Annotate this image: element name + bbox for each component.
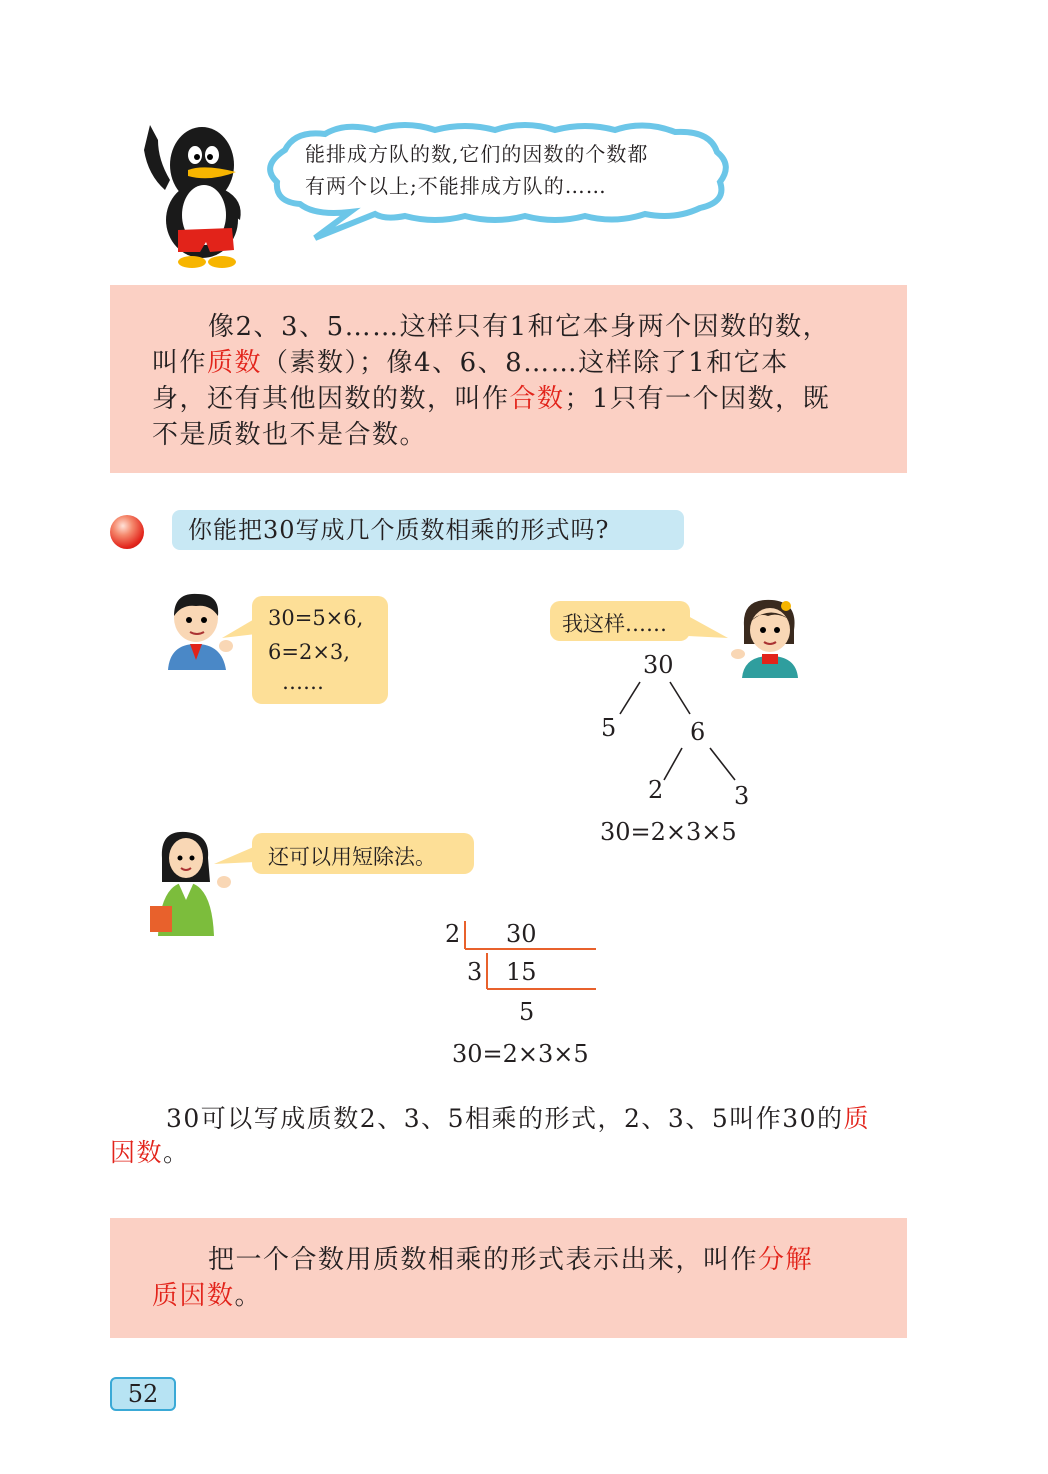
teacher-bubble-tail bbox=[214, 844, 256, 868]
boy-bubble-line-3: …… bbox=[282, 670, 324, 694]
teacher-speech-bubble bbox=[252, 833, 474, 874]
tree-right-1: 6 bbox=[690, 718, 706, 746]
girl-bubble-text: 我这样…… bbox=[562, 612, 667, 636]
definition2-line-2: 质因数。 bbox=[152, 1281, 263, 1311]
girl-bubble-tail bbox=[688, 612, 728, 642]
boy-bubble-line-2: 6=2×3, bbox=[268, 640, 350, 664]
term-factorize-part: 分解 bbox=[758, 1245, 814, 1275]
definition-line-2: 叫作质数（素数）；像4、6、8……这样除了1和它本 bbox=[152, 348, 789, 378]
term-composite: 合数 bbox=[509, 384, 565, 414]
term-prime-factor-rest: 因数 bbox=[110, 1138, 164, 1167]
definition-box-factorization bbox=[110, 1218, 907, 1338]
term-factorize-rest: 质因数 bbox=[152, 1281, 235, 1311]
girl-speech-bubble bbox=[550, 601, 690, 641]
red-bullet-icon bbox=[110, 515, 144, 549]
division-dividend-1: 30 bbox=[506, 920, 537, 948]
tree-left-1: 5 bbox=[601, 714, 617, 742]
term-prime-factor-part: 质 bbox=[843, 1104, 871, 1133]
boy-bubble-line-1: 30=5×6, bbox=[268, 606, 364, 630]
division-divisor-1: 2 bbox=[445, 920, 461, 948]
division-equation: 30=2×3×5 bbox=[452, 1040, 589, 1068]
division-divisor-2: 3 bbox=[467, 958, 483, 986]
page-number: 52 bbox=[110, 1377, 176, 1411]
statement-line-1: 30可以写成质数2、3、5相乘的形式，2、3、5叫作30的质 bbox=[166, 1104, 871, 1133]
definition-line-4: 不是质数也不是合数。 bbox=[152, 420, 428, 450]
definition-line-1: 像2、3、5……这样只有1和它本身两个因数的数， bbox=[208, 312, 831, 342]
penguin-illustration bbox=[140, 120, 252, 270]
definition2-line-1: 把一个合数用质数相乘的形式表示出来，叫作分解 bbox=[208, 1245, 814, 1275]
definition-line-3: 身，还有其他因数的数，叫作合数；1只有一个因数，既 bbox=[152, 384, 831, 414]
division-quotient: 5 bbox=[519, 998, 535, 1026]
tree-root: 30 bbox=[643, 651, 674, 679]
boy-speech-bubble bbox=[252, 596, 388, 704]
question-banner: 你能把30写成几个质数相乘的形式吗? bbox=[172, 510, 684, 550]
statement-line-2: 因数。 bbox=[110, 1138, 190, 1167]
teacher-bubble-text: 还可以用短除法。 bbox=[268, 845, 436, 869]
tree-left-2: 2 bbox=[648, 776, 664, 804]
cloud-line-1: 能排成方队的数,它们的因数的个数都 bbox=[305, 142, 649, 166]
term-prime: 质数 bbox=[207, 348, 263, 378]
definition-box-prime-composite bbox=[110, 285, 907, 473]
cloud-line-2: 有两个以上;不能排成方队的…… bbox=[305, 174, 607, 198]
division-dividend-2: 15 bbox=[506, 958, 537, 986]
boy-bubble-tail bbox=[222, 612, 256, 642]
tree-right-2: 3 bbox=[734, 782, 750, 810]
tree-equation: 30=2×3×5 bbox=[600, 818, 737, 846]
